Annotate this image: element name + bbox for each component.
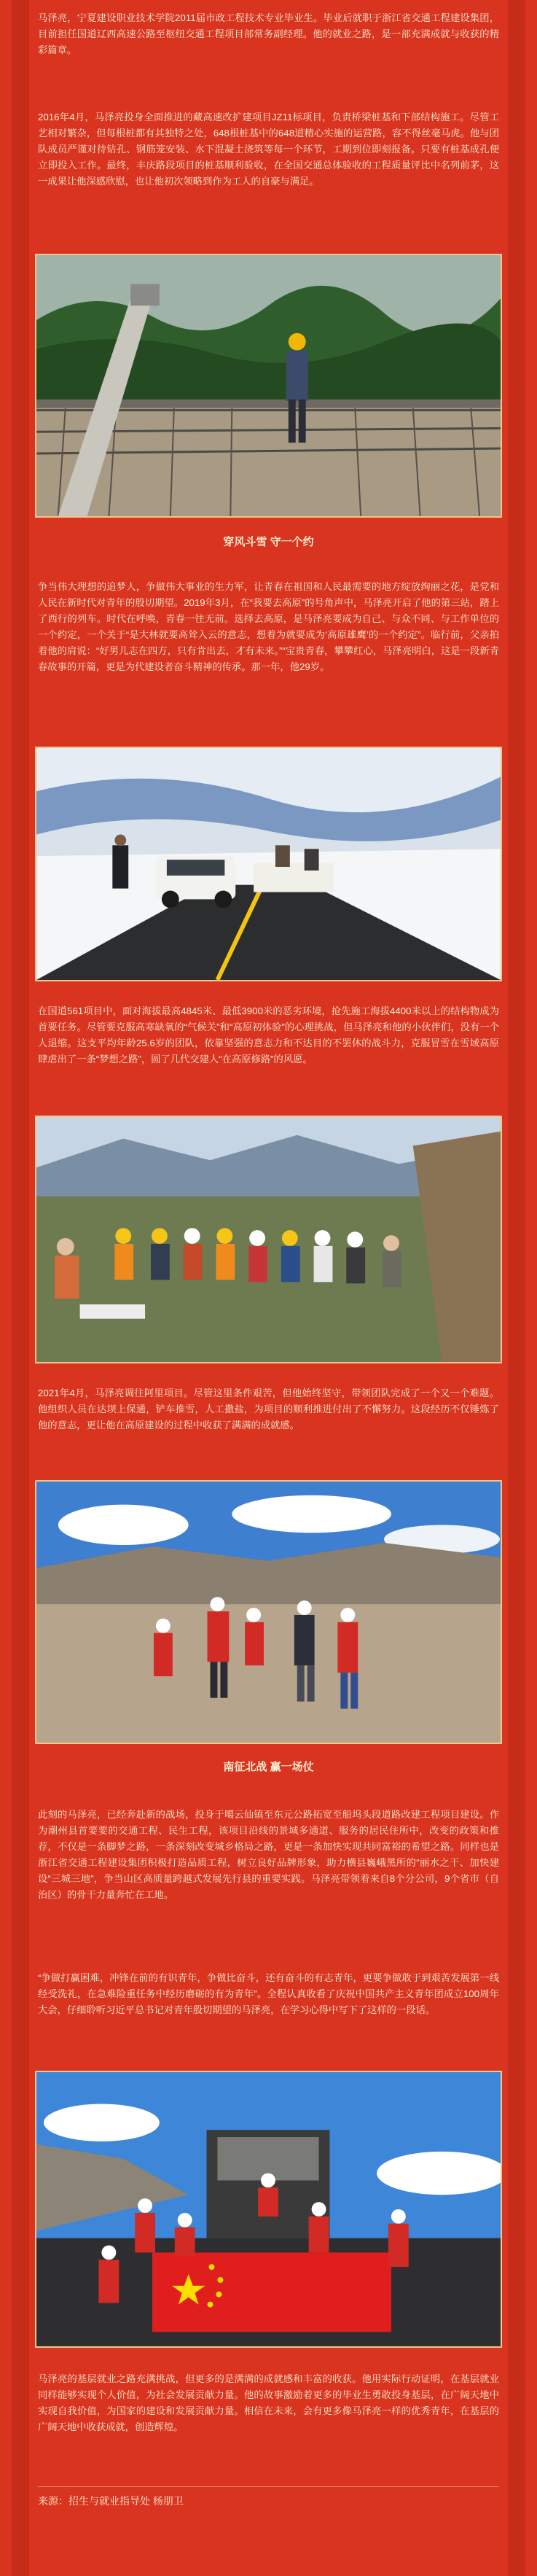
paragraph-conclusion: 马泽亮的基层就业之路充满挑战，但更多的是满满的成就感和丰富的收获。他用实际行动证明，在基层就业同样能够实现个人价值，为社会发展贡献力量。他的故事激励着更多的毕业生勇敢投身基层，在广阔天地中实现自我价值，为国家的建设和发展贡献力量。相信在未来，会有更多像马泽亮一样的优秀青年，在基层的广阔天地中收获成就，创造辉煌。 — [38, 2373, 499, 2432]
paragraph-youth-quote: “争做打赢困难，冲锋在前的有识青年，争做比奋斗，还有奋斗的有志青年，更要争做敢于到艰苦发展第一线经受洗礼，在急难险重任务中经历磨砺的有为青年”。全程认真收看了庆祝中国共产主义青年团成立100周年大会，仔细聆听习近平总书记对青年殷切期望的马泽亮，在学习心得中写下了这样的一段话。 — [38, 1972, 499, 2015]
flag-paver-photo — [35, 2071, 502, 2348]
flag-paver-image — [36, 2072, 501, 2346]
paragraph-plateau-2019: 争当伟大理想的追梦人，争做伟大事业的生力军，让青春在祖国和人民最需要的地方绽放绚丽之花，是党和人民在新时代对青年的殷切期望。2019年3月，在“我要去高原”的号角声中，马泽亮开启了他的第三站，踏上了西行的列车。时代在呼唤，青春一往无前。选择去高原，是马泽亮要成为自己、与众不同、与工作单位的一个约定，一个关于“是大林就要高耸入云的意志，想着为就要成为‘高原雄鹰’的一个约定”。临行前，父亲拍着他的肩说：“好男儿志在四方，只有肯出去，才有未来。”“宝贵青春，攀攀红心，马泽亮明白，这是一段新青春故事的开篇，更是为代建设者奋斗精神的传承。那一年，他29岁。 — [38, 581, 499, 672]
mountain-team-photo — [35, 1480, 502, 1744]
section-heading-1: 穿风斗雪 守一个约 — [223, 536, 314, 548]
team-rest-photo — [35, 1116, 502, 1363]
left-border-rail — [12, 0, 29, 2576]
article-source: 来源：招生与就业指导处 杨朋卫 — [38, 2495, 184, 2507]
team-rest-image — [36, 1117, 501, 1362]
section-heading-2: 南征北战 赢一场仗 — [223, 1761, 314, 1773]
source-divider — [38, 2486, 499, 2487]
bridge-worker-image — [36, 255, 501, 516]
paragraph-project-2016: 2016年4月，马泽亮投身全面推进的藏高速改扩建项目JZ11标项目，负责桥梁桩基和下部结构施工。尽管工艺相对繁杂，但每根桩都有其独特之处，648根桩基中的648道精心实施的运营路，容不得丝毫马虎。他与团队成员严谨对待钻孔、钢筋笼安装、水下混凝土浇筑等每一个环节，工期到位即刻报备。只要有桩基成孔便立即投入工作。最终，丰庆路段项目的桩基顺利验收，在全国交通总体验收的工程质量评比中名列前茅，这一成果让他深感欣慰，也让他初次领略到作为工人的自豪与满足。 — [38, 112, 499, 187]
snow-road-car-photo — [35, 747, 502, 981]
snow-road-car-image — [36, 748, 501, 980]
paragraph-national-road-561: 在国道561项目中，面对海拔最高4845米、最低3900米的恶劣环境，抢先施工海拔4400米以上的结构物成为首要任务。尽管要克服高寒缺氧的“气候关”和“高原初体验”的心理挑战，但马泽亮和他的小伙伴们，没有一个人退缩。这支平均年龄25.6岁的团队，依靠坚强的意志力和不达目的不罢休的战斗力，克服冒雪在雪域高原肆虐出了一条“梦想之路”，圆了几代交建人“在高原修路”的风愿。 — [38, 1005, 499, 1065]
paragraph-ali-project-2021: 2021年4月，马泽亮调往阿里项目。尽管这里条件艰苦，但他始终坚守，带领团队完成了一个又一个难题。他组织人员在达坝上保通，铲车推雪，人工撒盐，为项目的顺利推进付出了不懈努力。这段经历不仅锤炼了他的意志，更让他在高原建设的过程中收获了满满的成就感。 — [38, 1388, 499, 1431]
paragraph-new-battlefield: 此刻的马泽亮，已经奔赴新的战场，投身于噶云仙镇至东元公路拓宽至船坞头段道路改建工程项目建设。作为潮州县首要要的交通工程、民生工程，该项目沿线的景域多通道、服务的居民住所中，改变的政策和推荐，不仅是一条脚梦之路，一条深刻改变城乡格局之路，更是一条加快实现共同富裕的希望之路。同样也是浙江省交通工程建设集团积极打造品质工程，树立良好品牌形象，助力横县巍峨黑所的“丽水之干、加快建设“三城三地”，争当山区高质量跨越式发展先行县的重要实践。马泽亮带领着来自8个分公司，9个省市（自治区）的骨干力量奔忙在工地。 — [38, 1809, 499, 1900]
right-border-rail — [508, 0, 525, 2576]
bridge-worker-photo — [35, 254, 502, 518]
mountain-team-image — [36, 1482, 501, 1743]
intro-paragraph: 马泽亮，宁夏建设职业技术学院2011届市政工程技术专业毕业生。毕业后就职于浙江省交通工程建设集团，目前担任国道辽西高速公路至枢纽交通工程项目部常务副经理。他的就业之路，是一部充满成就与收获的精彩篇章。 — [38, 12, 499, 55]
article-content — [35, 10, 502, 2509]
